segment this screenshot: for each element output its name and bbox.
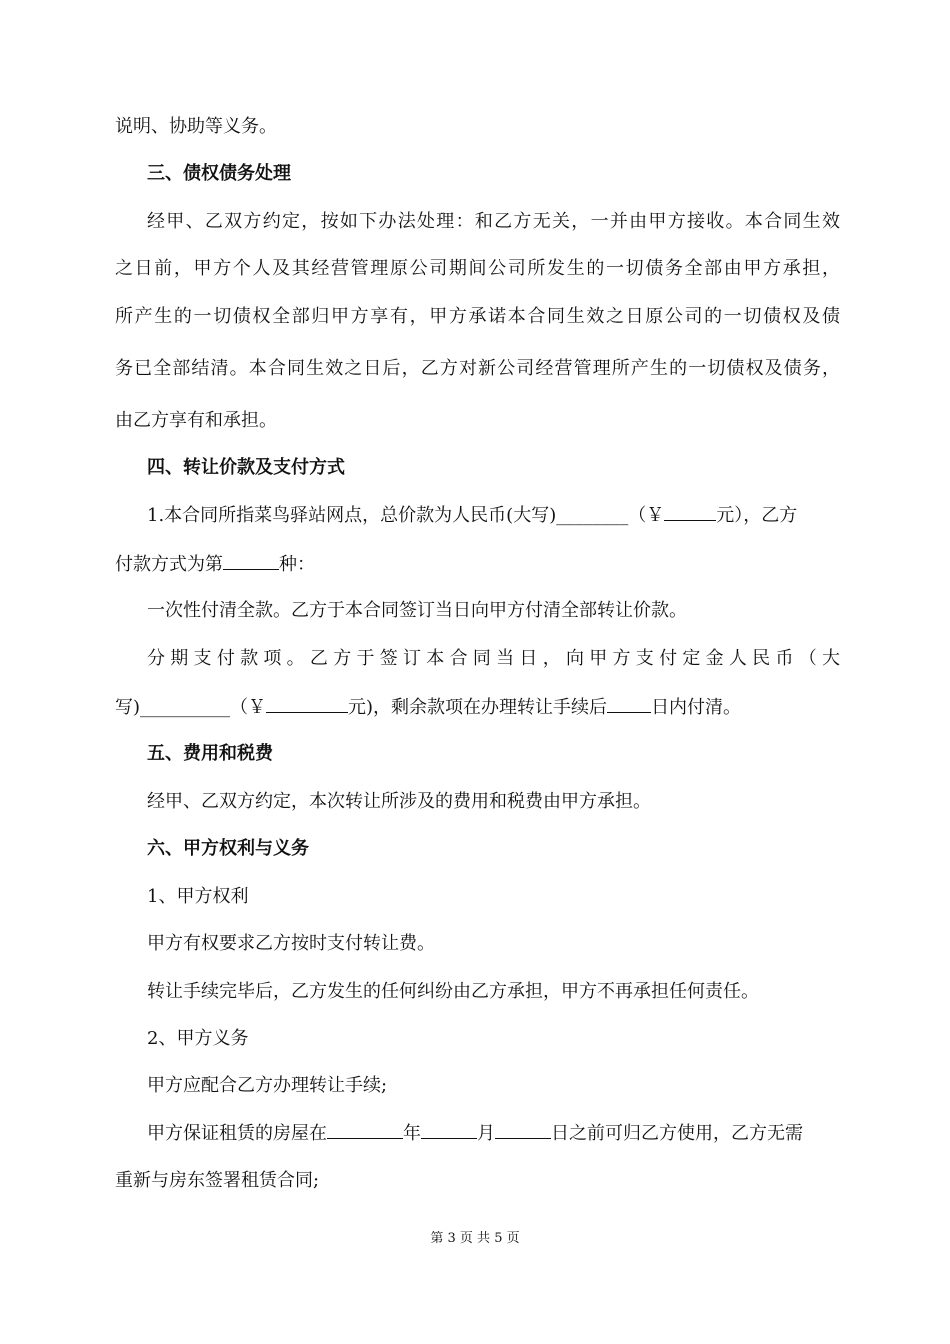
paragraph-line: 经甲、乙双方约定，本次转让所涉及的费用和税费由甲方承担。	[147, 791, 651, 812]
paragraph-line: 甲方应配合乙方办理转让手续;	[147, 1075, 388, 1096]
subsection-label: 1、甲方权利	[147, 886, 249, 907]
paragraph-line	[147, 1120, 872, 1147]
section-heading-5: 五、费用和税费	[147, 743, 273, 764]
paragraph-line: 务已全部结清。本合同生效之日后，乙方对新公司经营管理所产生的一切债权及债务，	[115, 358, 840, 379]
section-heading-3: 三、债权债务处理	[147, 163, 291, 184]
blank-amount-line	[266, 694, 348, 713]
blank-day-line	[495, 1120, 551, 1139]
paragraph-line: 由乙方享有和承担。	[115, 410, 277, 431]
paragraph-line: 之日前，甲方个人及其经营管理原公司期间公司所发生的一切债务全部由甲方承担，	[115, 258, 840, 279]
page-number-footer: 第 3 页 共 5 页	[430, 1231, 520, 1246]
paragraph-line: 一次性付清全款。乙方于本合同签订当日向甲方付清全部转让价款。	[147, 600, 687, 621]
text-segment: 日内付清。	[651, 697, 742, 718]
paragraph-line: 重新与房东签署租赁合同;	[115, 1170, 320, 1191]
paragraph-line: 经甲、乙双方约定，按如下办法处理：和乙方无关，一并由甲方接收。本合同生效	[147, 211, 840, 232]
text-segment: 付款方式为第	[115, 554, 223, 575]
paragraph-line: 说明、协助等义务。	[115, 116, 277, 137]
paragraph-line: 分期支付款项。乙方于签订本合同当日，向甲方支付定金人民币（大	[147, 648, 840, 669]
paragraph-line: 甲方有权要求乙方按时支付转让费。	[147, 933, 435, 954]
blank-amount-line	[664, 502, 716, 521]
paragraph-line: 转让手续完毕后，乙方发生的任何纠纷由乙方承担，甲方不再承担任何责任。	[147, 981, 759, 1002]
text-segment: 元)，剩余款项在办理转让手续后	[348, 697, 608, 718]
section-heading-6: 六、甲方权利与义务	[147, 838, 309, 859]
blank-option-line	[223, 551, 279, 570]
paragraph-line	[147, 502, 872, 529]
text-segment: 1.本合同所指菜鸟驿站网点，总价款为人民币(大写)________（￥	[147, 505, 665, 526]
blank-days-line	[607, 694, 651, 713]
text-segment: 种：	[279, 554, 315, 575]
blank-month-line	[421, 1120, 477, 1139]
paragraph-line	[115, 551, 840, 578]
text-segment: 年	[403, 1123, 421, 1144]
text-segment: 元），乙方	[716, 505, 798, 526]
blank-year-line	[327, 1120, 403, 1139]
text-segment: 甲方保证租赁的房屋在	[147, 1123, 327, 1144]
subsection-label: 2、甲方义务	[147, 1028, 249, 1049]
text-segment: 日之前可归乙方使用，乙方无需	[551, 1123, 803, 1144]
paragraph-line: 所产生的一切债权全部归甲方享有，甲方承诺本合同生效之日原公司的一切债权及债	[115, 306, 840, 327]
paragraph-line	[115, 694, 840, 721]
text-segment: 月	[477, 1123, 495, 1144]
section-heading-4: 四、转让价款及支付方式	[147, 457, 345, 478]
text-segment: 写)__________（￥	[115, 697, 267, 718]
